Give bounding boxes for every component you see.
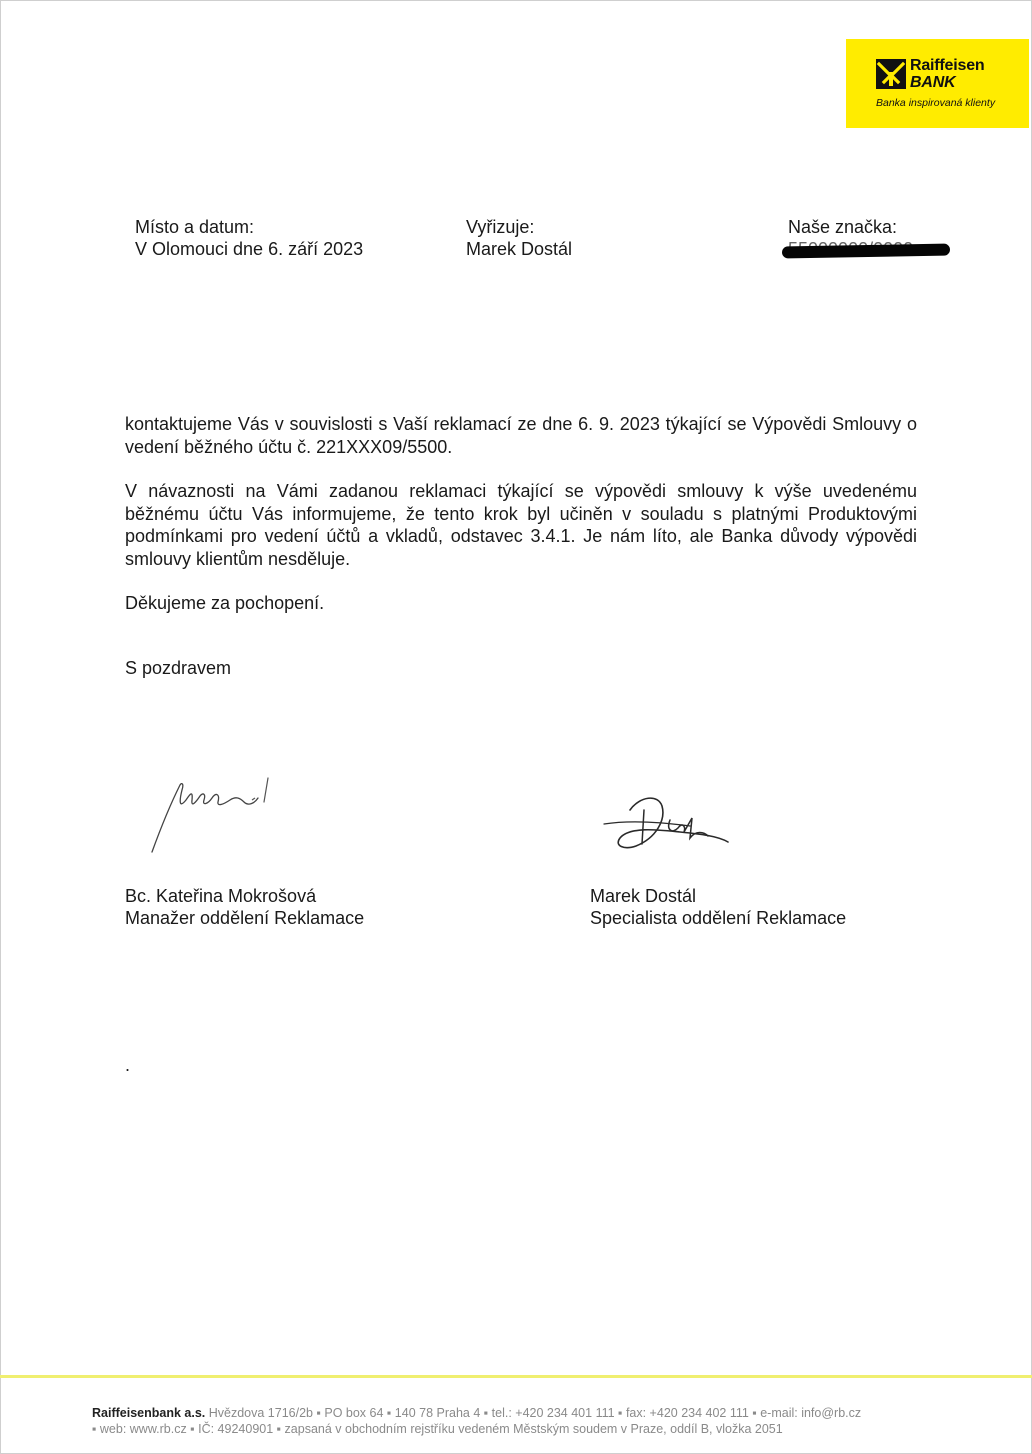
raiffeisen-gable-icon <box>876 59 906 89</box>
footer-line-1 <box>92 1406 861 1420</box>
logo-name-line2: BANK <box>910 74 956 91</box>
logo-wordmark <box>910 57 984 91</box>
place-date-value: V Olomouci dne 6. září 2023 <box>135 239 364 259</box>
handler-label: Vyřizuje: <box>466 217 535 237</box>
logo-name-line1: Raiffeisen <box>910 57 985 74</box>
signature-dostal <box>600 790 740 860</box>
handler-value: Marek Dostál <box>466 239 573 259</box>
place-date-field <box>135 216 363 260</box>
reference-value-redacted <box>788 238 913 260</box>
logo-tagline: Banka inspirovaná klienty <box>876 97 996 109</box>
signer-2 <box>590 885 846 929</box>
signer-2-title: Specialista oddělení Reklamace <box>590 908 847 928</box>
place-date-label: Místo a datum: <box>135 217 255 237</box>
paragraph-1: kontaktujeme Vás v souvislosti s Vaší reklamací ze dne 6. 9. 2023 týkající se Výpovědi Smlouvy o vedení běžného účtu č. 221XXX09/5500. <box>125 414 917 457</box>
signer-1-title: Manažer oddělení Reklamace <box>125 908 365 928</box>
signer-1-name: Bc. Kateřina Mokrošová <box>125 886 317 906</box>
thanks-line: Děkujeme za pochopení. <box>125 593 325 613</box>
footer-company: Raiffeisenbank a.s. <box>92 1406 206 1420</box>
handler-field <box>466 216 572 260</box>
reference-label: Naše značka: <box>788 217 898 237</box>
signer-1 <box>125 885 364 929</box>
reference-field <box>788 216 913 260</box>
footer-line-2: ▪ web: www.rb.cz ▪ IČ: 49240901 ▪ zapsaná v obchodním rejstříku vedeném Městským soudem v Praze, oddíl B, vložka 2051 <box>92 1422 783 1436</box>
signature-mokrosova <box>140 760 290 860</box>
footer-address: Hvězdova 1716/2b ▪ PO box 64 ▪ 140 78 Praha 4 ▪ tel.: +420 234 401 111 ▪ fax: +420 234 402 111 ▪ e-mail: info@rb.cz <box>208 1406 862 1420</box>
signer-2-name: Marek Dostál <box>590 886 697 906</box>
paragraph-2: V návaznosti na Vámi zadanou reklamaci týkající se výpovědi smlouvy k výše uvedenému běžnému účtu Vás informujeme, že tento krok byl učiněn v souladu s platnými Produktovými podmínkami pro vedení účtů a vkladů, odstavec 3.4.1. Je nám líto, ale Banka důvody výpovědi smlouvy klientům nesděluje. <box>125 481 917 569</box>
footer-divider <box>0 1375 1032 1378</box>
closing-line: S pozdravem <box>125 658 232 678</box>
trailing-mark: . <box>125 1055 131 1075</box>
bank-logo <box>846 39 1029 128</box>
